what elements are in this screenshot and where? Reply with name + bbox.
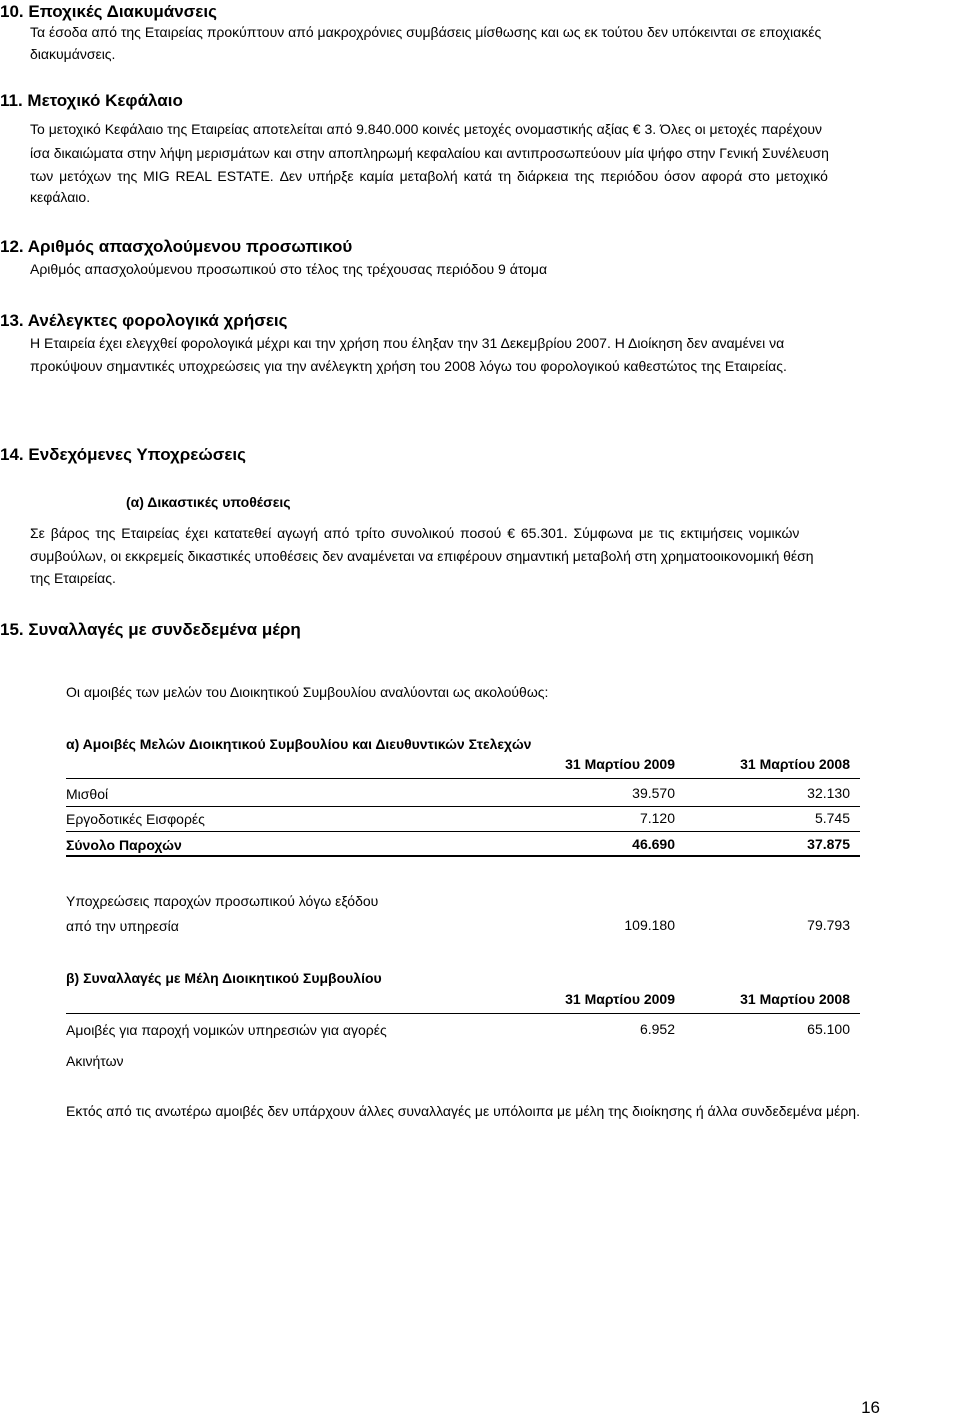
section-15-intro: Οι αμοιβές των μελών του Διοικητικού Συμβουλίου αναλύονται ως ακολούθως: xyxy=(66,684,549,700)
section-14-subheading: (α) Δικαστικές υποθέσεις xyxy=(126,494,291,510)
section-13-heading: 13. Ανέλεγκτες φορολογικά χρήσεις xyxy=(0,311,288,330)
table-a-extra-label-line2: από την υπηρεσία xyxy=(66,918,179,934)
section-12-text-line1: Αριθμός απασχολούμενου προσωπικού στο τέλος της τρέχουσας περιόδου 9 άτομα xyxy=(30,261,548,277)
table-b-header-rule xyxy=(66,1013,860,1014)
section-13-text-line1: Η Εταιρεία έχει ελεγχθεί φορολογικά μέχρι και την χρήση που έληξαν την 31 Δεκεμβρίου 2007. Η Διοίκηση δεν αναμένει να xyxy=(30,335,785,351)
table-a-total-label: Σύνολο Παροχών xyxy=(66,837,182,853)
section-14-text-line1: Σε βάρος της Εταιρείας έχει κατατεθεί αγωγή από τρίτο συνολικού ποσού € 65.301. Σύμφωνα με τις εκτιμήσεις νομικών xyxy=(30,525,800,541)
page-number: 16 xyxy=(861,1398,880,1417)
table-b-row-value2: 65.100 xyxy=(807,1021,850,1037)
table-a-row-rule xyxy=(66,831,860,832)
section-11-text-line4: κεφάλαιο. xyxy=(30,189,91,205)
section-11-text-line3: των μετόχων της MIG REAL ESTATE. Δεν υπήρξε καμία μεταβολή κατά τη διάρκεια της περιόδου όσον αφορά στο μετοχικό xyxy=(30,168,828,184)
table-a-col1-header: 31 Μαρτίου 2009 xyxy=(565,756,675,772)
section-11-text-line2: ίσα δικαιώματα στην λήψη μερισμάτων και στην αποπληρωμή κεφαλαίου και αντιπροσωπεύουν μία ψήφο στην Γενική Συνέλευση xyxy=(30,145,829,161)
table-a-header-rule xyxy=(66,778,860,779)
section-12-heading: 12. Αριθμός απασχολούμενου προσωπικού xyxy=(0,237,353,256)
table-a-col2-header: 31 Μαρτίου 2008 xyxy=(740,756,850,772)
table-b-col2-header: 31 Μαρτίου 2008 xyxy=(740,991,850,1007)
table-a-row-value2: 5.745 xyxy=(814,810,850,826)
section-14-heading: 14. Ενδεχόμενες Υποχρεώσεις xyxy=(0,445,246,464)
table-a-row-rule xyxy=(66,806,860,807)
table-a-extra-label-line1: Υποχρεώσεις παροχών προσωπικού λόγω εξόδου xyxy=(66,893,379,909)
table-a-row-value2: 32.130 xyxy=(807,785,850,801)
section-15-heading: 15. Συναλλαγές με συνδεδεμένα μέρη xyxy=(0,620,301,639)
table-a-extra-value1: 109.180 xyxy=(624,917,675,933)
table-a-total-value2: 37.875 xyxy=(807,836,850,852)
section-10-heading: 10. Εποχικές Διακυμάνσεις xyxy=(0,2,217,21)
table-b-col1-header: 31 Μαρτίου 2009 xyxy=(565,991,675,1007)
table-a-row-value1: 39.570 xyxy=(632,785,675,801)
table-b-row-label-line1: Αμοιβές για παροχή νομικών υπηρεσιών για αγορές xyxy=(66,1022,387,1038)
table-a-extra-value2: 79.793 xyxy=(807,917,850,933)
section-11-heading: 11. Μετοχικό Κεφάλαιο xyxy=(0,91,183,110)
section-11-text-line1: Το μετοχικό Κεφάλαιο της Εταιρείας αποτελείται από 9.840.000 κοινές μετοχές ονομαστικής αξίας € 3. Όλες οι μετοχές παρέχουν xyxy=(30,121,823,137)
table-a-total-rule xyxy=(66,855,860,857)
table-b-title: β) Συναλλαγές με Μέλη Διοικητικού Συμβουλίου xyxy=(66,970,382,986)
table-a-title: α) Αμοιβές Μελών Διοικητικού Συμβουλίου και Διευθυντικών Στελεχών xyxy=(66,736,532,752)
section-13-text-line2: προκύψουν σημαντικές υποχρεώσεις για την ανέλεγκτη χρήση του 2008 λόγω του φορολογικού καθεστώτος της Εταιρείας. xyxy=(30,358,787,374)
section-10-text-line1: Τα έσοδα από της Εταιρείας προκύπτουν από μακροχρόνιες συμβάσεις μίσθωσης και ως εκ τούτου δεν υπόκεινται σε εποχιακές xyxy=(30,24,822,40)
table-b-row-label-line2: Ακινήτων xyxy=(66,1053,124,1069)
table-b-row-value1: 6.952 xyxy=(639,1021,675,1037)
table-a-row-label: Μισθοί xyxy=(66,786,109,802)
section-14-text-line2: συμβούλων, οι εκκρεμείς δικαστικές υποθέσεις δεν αναμένεται να επιφέρουν σημαντική μεταβολή στη χρηματοοικονομική θέση xyxy=(30,548,814,564)
table-a-row-value1: 7.120 xyxy=(639,810,675,826)
section-15-closing: Εκτός από τις ανωτέρω αμοιβές δεν υπάρχουν άλλες συναλλαγές με υπόλοιπα με μέλη της διοίκησης ή άλλα συνδεδεμένα μέρη. xyxy=(66,1103,860,1119)
section-10-text-line2: διακυμάνσεις. xyxy=(30,46,116,62)
table-a-total-value1: 46.690 xyxy=(632,836,675,852)
section-14-text-line3: της Εταιρείας. xyxy=(30,570,116,586)
table-a-row-label: Εργοδοτικές Εισφορές xyxy=(66,811,205,827)
